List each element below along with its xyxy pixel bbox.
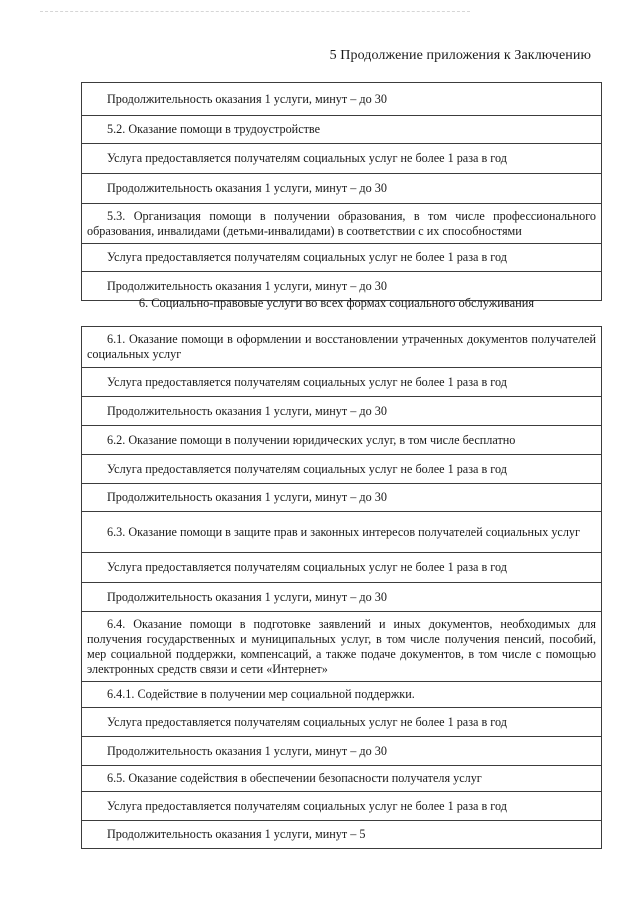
- table-row: 6.5. Оказание содействия в обеспечении безопасности получателя услуг: [82, 765, 601, 791]
- table-row: 6.4.1. Содействие в получении мер социальной поддержки.: [82, 681, 601, 707]
- table-row: Продолжительность оказания 1 услуги, минут – до 30: [82, 271, 601, 300]
- table-row: Услуга предоставляется получателям социальных услуг не более 1 раза в год: [82, 367, 601, 396]
- table-row: 6.4. Оказание помощи в подготовке заявлений и иных документов, необходимых для получения государственных и муниципальных услуг, в том числе получения пенсий, пособий, мер социальной поддержки, компенсаций, а также подаче документов, в том числе с помощью электронных средств связи и сети «Интернет»: [82, 611, 601, 681]
- table-row: Продолжительность оказания 1 услуги, минут – до 30: [107, 91, 387, 106]
- table-row: Услуга предоставляется получателям социальных услуг не более 1 раза в год: [82, 454, 601, 483]
- table-row: Продолжительность оказания 1 услуги, минут – до 30: [82, 736, 601, 765]
- table-row: Продолжительность оказания 1 услуги, минут – до 30: [82, 396, 601, 425]
- services-table-section5: [81, 82, 602, 301]
- table-row: 6.1. Оказание помощи в оформлении и восстановлении утраченных документов получателей социальных услуг: [87, 332, 596, 361]
- table-row: 6.2. Оказание помощи в получении юридических услуг, в том числе бесплатно: [82, 425, 601, 454]
- table-row: Услуга предоставляется получателям социальных услуг не более 1 раза в год: [82, 552, 601, 582]
- table-row: Услуга предоставляется получателям социальных услуг не более 1 раза в год: [82, 143, 601, 173]
- table-row: Услуга предоставляется получателям социальных услуг не более 1 раза в год: [82, 707, 601, 736]
- page-header: 5 Продолжение приложения к Заключению: [329, 48, 591, 63]
- scan-artifact-line: [40, 11, 470, 12]
- table-row: 5.2. Оказание помощи в трудоустройстве: [82, 115, 601, 143]
- table-row: Продолжительность оказания 1 услуги, минут – до 30: [82, 582, 601, 611]
- table-row: Продолжительность оказания 1 услуги, минут – 5: [82, 820, 601, 848]
- table-row: Услуга предоставляется получателям социальных услуг не более 1 раза в год: [82, 243, 601, 271]
- services-table-section6: [81, 326, 602, 849]
- table-row: Услуга предоставляется получателям социальных услуг не более 1 раза в год: [82, 791, 601, 820]
- table-row: 6.3. Оказание помощи в защите прав и законных интересов получателей социальных услуг: [82, 511, 601, 552]
- section-6-title: 6. Социально-правовые услуги во всех формах социального обслуживания: [138, 296, 535, 310]
- table-row: Продолжительность оказания 1 услуги, минут – до 30: [82, 483, 601, 511]
- table-row: 5.3. Организация помощи в получении образования, в том числе профессионального образования, инвалидами (детьми-инвалидами) в соответствии с их способностями: [82, 203, 601, 243]
- table-row: Продолжительность оказания 1 услуги, минут – до 30: [82, 173, 601, 203]
